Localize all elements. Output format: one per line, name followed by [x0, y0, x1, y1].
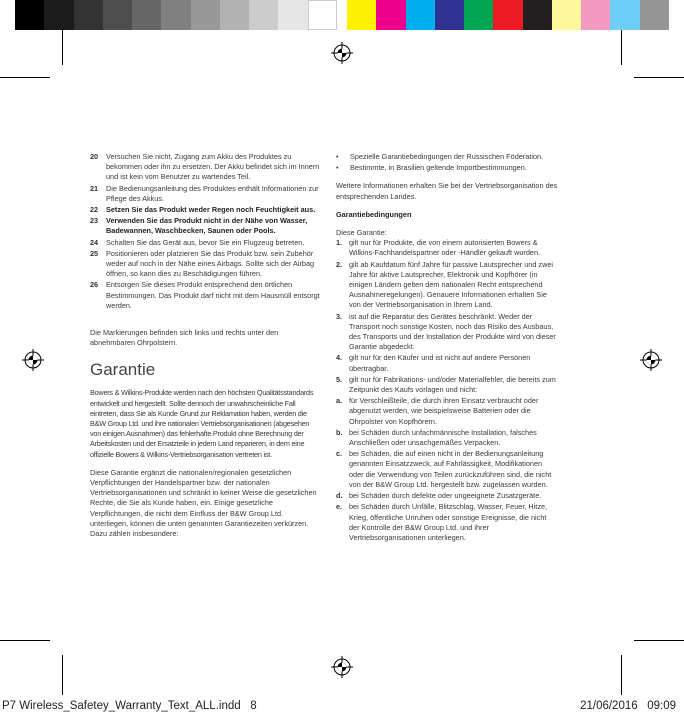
color-swatch	[581, 0, 611, 30]
color-swatch	[44, 0, 74, 30]
bullet-text: Spezielle Garantiebedingungen der Russischen Föderation.	[350, 152, 544, 161]
markings-note: Die Markierungen befinden sich links und rechts unter den abnehmbaren Ohrpolstern.	[90, 328, 279, 348]
color-swatch	[15, 0, 45, 30]
item-number: 3.	[336, 311, 343, 321]
item-number: 5.	[336, 374, 343, 384]
color-swatch	[220, 0, 250, 30]
crop-mark	[621, 655, 622, 695]
crop-mark	[634, 77, 684, 78]
list-item	[90, 238, 322, 248]
bullet-text: Bestimmte, in Brasilien geltende Importbestimmungen.	[350, 163, 527, 173]
gray-swatch-bar	[15, 0, 337, 30]
crop-mark	[62, 655, 63, 695]
item-number: 24	[90, 237, 99, 247]
item-number: 26	[90, 280, 99, 290]
item-number: e.	[336, 502, 343, 512]
bullet-icon: •	[336, 152, 339, 161]
item-number: b.	[336, 427, 343, 437]
color-swatch	[191, 0, 221, 30]
registration-mark-icon	[22, 349, 44, 371]
list-item	[336, 449, 558, 490]
warranty-intro-paragraph: Bowers & Wilkins-Produkte werden nach den höchsten Qualitätsstandards entwickelt und hergestellt. Sollte dennoch der unwahrscheinliche Fall eintreten, dass Sie als Kunde Grund zur Reklamation haben, werden die B&W Group Ltd. und ihre nationalen Vertriebsorganisationen (abgesehen von einigen Ausnahmen) das fehlerhafte Produkt ohne Berechnung der Arbeitskosten und der Ersatzteile in jedem Land reparieren, in dem eine offizielle Bowers & Wilkins-Vertriebsorganisation vertreten ist.	[90, 388, 314, 459]
crop-mark	[0, 77, 50, 78]
item-text: Setzen Sie das Produkt weder Regen noch Feuchtigkeit aus.	[106, 205, 316, 215]
item-text: gilt nur für Fabrikations- und/oder Materialfehler, die bereits zum Zeitpunkt des Kaufs vorlagen und nicht:	[349, 374, 556, 395]
list-item	[336, 353, 558, 373]
crop-mark	[621, 30, 622, 65]
color-swatch	[493, 0, 523, 30]
list-item	[336, 396, 558, 427]
file-slug: P7 Wireless_Safetey_Warranty_Text_ALL.indd 8	[2, 700, 257, 712]
list-item	[336, 238, 558, 258]
item-text: Verwenden Sie das Produkt nicht in der Nähe von Wasser, Badewannen, Waschbecken, Saunen oder Pools.	[106, 216, 308, 236]
registration-mark-icon	[640, 349, 662, 371]
item-text: bei Schäden durch Unfälle, Blitzschlag, Wasser, Feuer, Hitze, Krieg, öffentliche Unruhen oder sonstige Ereignisse, die nicht der Kontrolle der B&W Group Ltd. und ihrer Vertriebsorganisationen unterliegen.	[349, 502, 548, 542]
item-text: bei Schäden, die auf einen nicht in der Bedienungsanleitung genannten Einsatzzweck, auf Fahrlässigkeit, Modifikationen oder die Verwendung von Teilen zurückzuführen sind, die nicht von der B&W Group Ltd. hergestellt bzw. zugelassen wurden.	[349, 449, 552, 489]
item-text: bei Schäden durch unfachmännische Installation, falsches Anschließen oder unsachgemäßes Verpacken.	[349, 427, 537, 448]
crop-mark	[634, 640, 684, 641]
list-item	[336, 491, 558, 501]
color-swatch	[610, 0, 640, 30]
item-text: Entsorgen Sie dieses Produkt entsprechend den örtlichen Bestimmungen. Das Produkt darf nicht mit dem Hausmüll entsorgt werden.	[106, 280, 320, 310]
item-number: 23	[90, 216, 99, 226]
safety-list	[90, 152, 322, 311]
item-number: d.	[336, 491, 343, 501]
sub-list	[336, 396, 558, 543]
color-swatch	[435, 0, 465, 30]
list-item	[336, 163, 558, 173]
list-item	[336, 428, 558, 448]
list-item	[90, 152, 322, 183]
item-number: a.	[336, 396, 343, 406]
color-swatch	[376, 0, 406, 30]
item-number: 21	[90, 183, 99, 193]
color-swatch	[308, 0, 338, 30]
list-item	[90, 184, 322, 204]
conditions-intro: Diese Garantie:	[336, 228, 387, 238]
item-text: ist auf die Reparatur des Gerätes beschränkt. Weder der Transport noch sonstige Kosten, noch das Risiko des Ausbaus, des Transports und der Installation der Produkte wird von dieser Garantie abgedeckt.	[349, 311, 556, 352]
item-text: gilt ab Kaufdatum fünf Jahre für passive Lautsprecher und zwei Jahre für aktive Lautsprecher, Elektronik und Kopfhörer (in einigen Ländern gelten dem nationalen Recht entsprechend Ausnahmeregelungen). Genauere Informationen erhalten Sie von der Vertriebsorganisation in Ihrem Land.	[349, 259, 554, 310]
list-item	[90, 280, 322, 311]
color-swatch	[347, 0, 377, 30]
item-number: c.	[336, 449, 343, 459]
item-number: 20	[90, 152, 99, 161]
item-number: 4.	[336, 353, 343, 363]
date-slug: 21/06/2016 09:09	[580, 700, 676, 712]
registration-mark-icon	[331, 42, 353, 64]
color-swatch	[552, 0, 582, 30]
item-number: 2.	[336, 259, 343, 269]
list-item	[336, 312, 558, 353]
color-swatch	[523, 0, 553, 30]
color-swatch	[278, 0, 308, 30]
section-heading: Garantie	[90, 360, 156, 380]
crop-mark	[62, 30, 63, 65]
item-text: gilt nur für den Käufer und ist nicht auf andere Personen übertragbar.	[349, 353, 531, 373]
list-item	[90, 205, 322, 215]
item-number: 1.	[336, 238, 343, 248]
item-number: 25	[90, 248, 99, 258]
list-item	[90, 216, 322, 236]
bullet-icon: •	[336, 163, 339, 173]
color-swatch	[249, 0, 279, 30]
right-column	[336, 152, 558, 544]
color-swatch	[74, 0, 104, 30]
color-swatch	[464, 0, 494, 30]
item-text: Positionieren oder platzieren Sie das Produkt bzw. sein Zubehör weder auf noch in der Nähe eines Airbags. Sollte sich der Airbag öffnen, so kann dies zu Beschädigungen führen.	[106, 248, 315, 279]
item-text: Die Bedienungsanleitung des Produktes enthält Informationen zur Pflege des Akkus.	[106, 183, 319, 203]
list-item	[336, 375, 558, 395]
color-swatch	[161, 0, 191, 30]
item-text: Schalten Sie das Gerät aus, bevor Sie ein Flugzeug betreten.	[106, 237, 305, 247]
crop-mark	[0, 640, 50, 641]
left-column	[90, 152, 322, 547]
warranty-supplement-paragraph: Diese Garantie ergänzt die nationalen/regionalen gesetzlichen Verpflichtungen der Handelspartner bzw. der nationalen Vertriebsorganisationen und schränkt in keiner Weise die gesetzlichen Rechte, die Sie als Kunde haben, ein. Einige gesetzliche Verpflichtungen, die nicht dem Einfluss der B&W Group Ltd. unterliegen, können die unten genannten Garantiezeiten verkürzen. Dazu zählen insbesondere:	[90, 467, 317, 539]
list-item	[336, 260, 558, 311]
list-item	[336, 152, 558, 162]
item-number: 22	[90, 205, 99, 215]
color-swatch	[406, 0, 436, 30]
list-item	[90, 249, 322, 280]
item-text: für Verschleißteile, die durch ihren Einsatz verbraucht oder abgenutzt werden, wie beispielsweise Batterien oder die Ohrpolster von Kopfhörern.	[349, 396, 539, 426]
color-swatch-bar	[347, 0, 669, 30]
color-swatch	[640, 0, 670, 30]
item-text: bei Schäden durch defekte oder ungeeignete Zusatzgeräte.	[349, 491, 542, 501]
conditions-heading: Garantiebedingungen	[336, 209, 412, 219]
item-text: Versuchen Sie nicht, Zugang zum Akku des Produktes zu bekommen oder ihn zu ersetzen. Der Akku befindet sich im Innern und ist kein vom Benutzer zu wartendes Teil.	[106, 152, 320, 182]
info-paragraph: Weitere Informationen erhalten Sie bei der Vertriebsorganisation des entsprechenden Landes.	[336, 181, 558, 201]
registration-mark-icon	[331, 656, 353, 678]
color-swatch	[132, 0, 162, 30]
color-swatch	[103, 0, 133, 30]
list-item	[336, 502, 558, 543]
item-text: gilt nur für Produkte, die von einem autorisierten Bowers & Wilkins-Fachhandelspartner oder -Händler gekauft wurden.	[349, 238, 541, 258]
